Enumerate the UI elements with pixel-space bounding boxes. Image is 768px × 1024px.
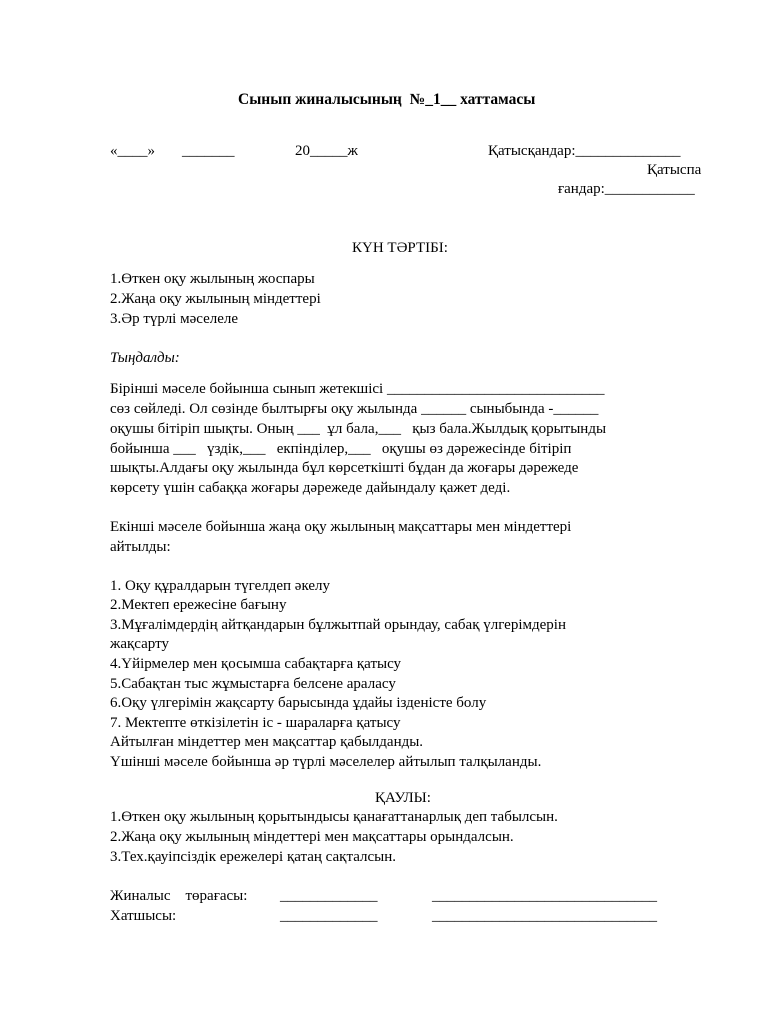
secretary-label: Хатшысы:	[110, 908, 177, 924]
task-item: 6.Оқу үлгерімін жақсарту барысында ұдайы ізденісте болу	[110, 695, 487, 711]
date-day: «____»	[110, 143, 155, 159]
task-item: 4.Үйірмелер мен қосымша сабақтарға қатысу	[110, 656, 402, 672]
chair-label: Жиналыс төрағасы:	[110, 888, 248, 904]
task-item: 7. Мектепте өткізілетін іс - шараларға қатысу	[110, 715, 401, 731]
task-item: 1. Оқу құралдарын түгелдеп әкелу	[110, 578, 331, 594]
chair-signature-line: _____________	[280, 888, 378, 904]
paragraph1-line: оқушы бітіріп шықты. Оның ___ ұл бала,___ қыз бала.Жылдық қорытынды	[110, 421, 607, 437]
paragraph2-line: айтылды:	[110, 539, 171, 555]
resolution-item: 2.Жаңа оқу жылының міндеттері мен мақсаттары орындалсын.	[110, 829, 514, 845]
date-year: 20_____ж	[295, 143, 358, 159]
paragraph1-line: бойынша ___ үздік,___ екпінділер,___ оқушы өз дәрежесінде бітіріп	[110, 441, 572, 457]
paragraph1-line: шықты.Алдағы оқу жылында бұл көрсеткішті бұдан да жоғары дәрежеде	[110, 460, 579, 476]
task-item: Айтылған міндеттер мен мақсаттар қабылданды.	[110, 734, 424, 750]
secretary-signature-line: _____________	[280, 908, 378, 924]
document-title: Сынып жиналысының №_1__ хаттамасы	[238, 91, 536, 108]
paragraph1-line: Бірінші мәселе бойынша сынып жетекшісі _____________________________	[110, 381, 605, 397]
absent-label-part2: ғандар:____________	[558, 181, 695, 197]
task-item: 3.Мұғалімдердің айтқандарын бұлжытпай орындау, сабақ үлгерімдерін	[110, 617, 566, 633]
participants-field: Қатысқандар:______________	[488, 143, 681, 159]
agenda-item: 2.Жаңа оқу жылының міндеттері	[110, 291, 321, 307]
listened-heading: Тыңдалды:	[110, 350, 180, 366]
chair-name-line: ______________________________	[432, 888, 657, 904]
task-item: Үшінші мәселе бойынша әр түрлі мәселелер айтылып талқыланды.	[110, 754, 542, 770]
paragraph1-line: сөз сөйледі. Ол сөзінде былтырғы оқу жылында ______ сыныбында -______	[110, 401, 599, 417]
paragraph2-line: Екінші мәселе бойынша жаңа оқу жылының мақсаттары мен міндеттері	[110, 519, 572, 535]
resolution-item: 3.Тех.қауіпсіздік ережелері қатаң сақталсын.	[110, 849, 396, 865]
paragraph1-line: көрсету үшін сабаққа жоғары дәрежеде дайындалу қажет деді.	[110, 480, 511, 496]
absent-label-part1: Қатыспа	[647, 162, 702, 178]
date-month: _______	[182, 143, 235, 159]
task-item: 2.Мектеп ережесіне бағыну	[110, 597, 287, 613]
agenda-heading: КҮН ТӘРТІБІ:	[352, 240, 448, 256]
agenda-item: 1.Өткен оқу жылының жоспары	[110, 271, 315, 287]
resolution-item: 1.Өткен оқу жылының қорытындысы қанағаттанарлық деп табылсын.	[110, 809, 558, 825]
task-item: жақсарту	[110, 636, 169, 652]
agenda-item: 3.Әр түрлі мәселеле	[110, 311, 239, 327]
resolution-heading: ҚАУЛЫ:	[375, 790, 431, 806]
task-item: 5.Сабақтан тыс жұмыстарға белсене араласу	[110, 676, 396, 692]
secretary-name-line: ______________________________	[432, 908, 657, 924]
